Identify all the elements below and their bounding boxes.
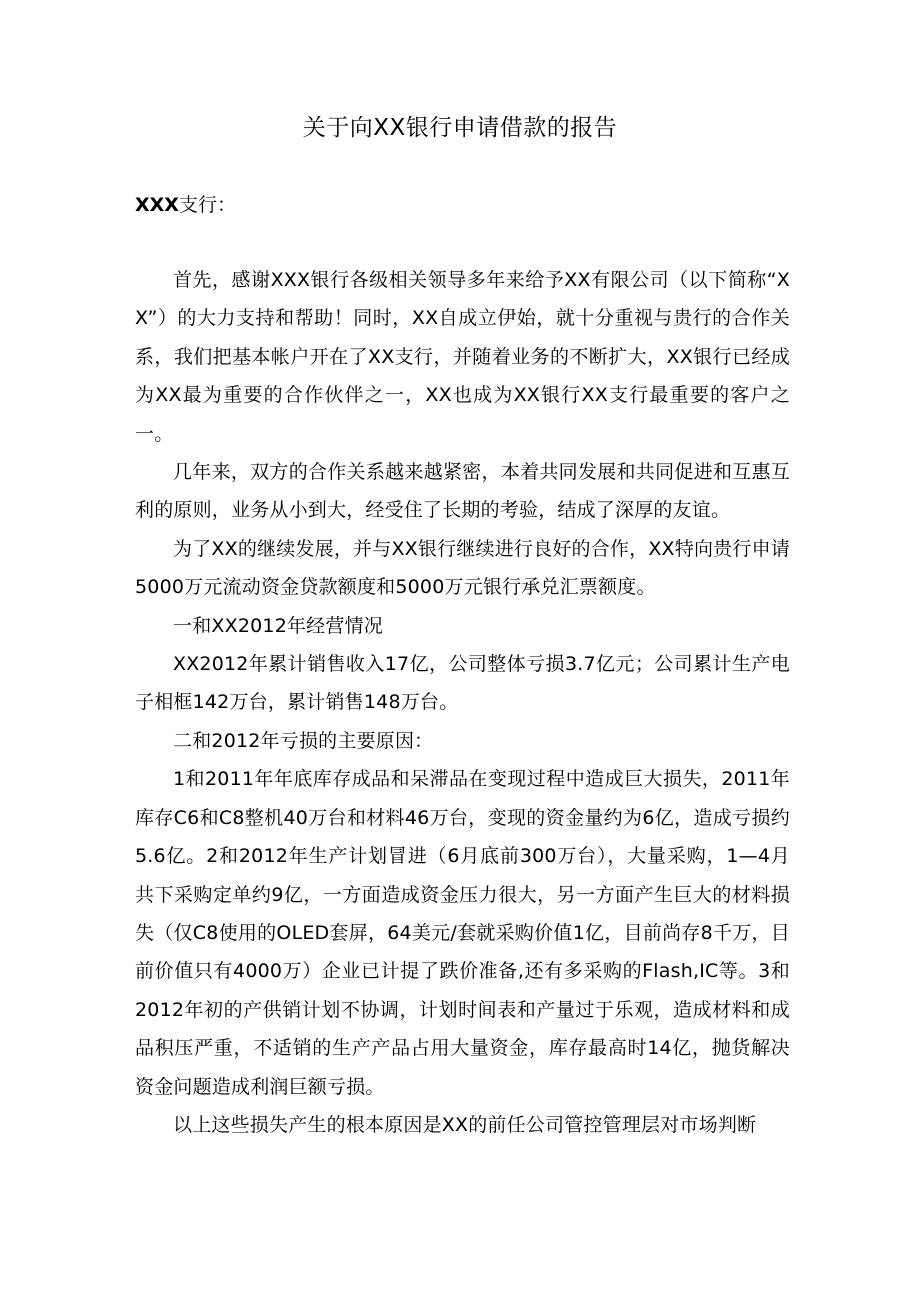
salutation-org: XXX (135, 194, 179, 216)
paragraph-thanks: 首先，感谢XXX银行各级相关领导多年来给予XX有限公司（以下简称“XX”）的大力支持和帮助！同时，XX自成立伊始，就十分重视与贵行的合作关系，我们把基本帐户开在了XX支行，并随着业务的不断扩大，XX银行已经成为XX最为重要的合作伙伴之一，XX也成为XX银行XX支行最重要的客户之一。 (135, 269, 790, 445)
paragraph-loss-reasons: 1和2011年年底库存成品和呆滞品在变现过程中造成巨大损失，2011年库存C6和C8整机40万台和材料46万台，变现的资金量约为6亿，造成亏损约5.6亿。2和2012年生产计划冒进（6月底前300万台），大量采购，1—4月共下采购定单约9亿，一方面造成资金压力很大，另一方面产生巨大的材料损失（仅C8使用的OLED套屏，64美元/套就采购价值1亿，目前尚存8千万，目前价值只有4000万）企业已计提了跌价准备,还有多采购的Flash,IC等。3和2012年初的产供销计划不协调，计划时间表和产量过于乐观，造成材料和成品积压严重，不适销的生产产品占用大量资金，库存最高时14亿，抛货解决资金问题造成利润巨额亏损。 (135, 768, 790, 1098)
section-heading-loss-reasons: 二和2012年亏损的主要原因： (173, 729, 434, 752)
paragraph-root-cause: 以上这些损失产生的根本原因是XX的前任公司管控管理层对市场判断 (173, 1113, 757, 1136)
section-heading-operations: 一和XX2012年经营情况 (173, 614, 383, 637)
document-title: 关于向XX银行申请借款的报告 (302, 115, 618, 141)
salutation (135, 187, 236, 223)
paragraph-relationship: 几年来，双方的合作关系越来越紧密，本着共同发展和共同促进和互惠互利的原则，业务从小到大，经受住了长期的考验，结成了深厚的友谊。 (135, 461, 790, 522)
document-body (135, 261, 790, 1144)
paragraph-loan-request: 为了XX的继续发展，并与XX银行继续进行良好的合作，XX特向贵行申请5000万元流动资金贷款额度和5000万元银行承兑汇票额度。 (135, 537, 790, 599)
salutation-branch: 支行： (178, 194, 236, 216)
paragraph-operations: XX2012年累计销售收入17亿，公司整体亏损3.7亿元；公司累计生产电子相框142万台，累计销售148万台。 (135, 653, 790, 714)
